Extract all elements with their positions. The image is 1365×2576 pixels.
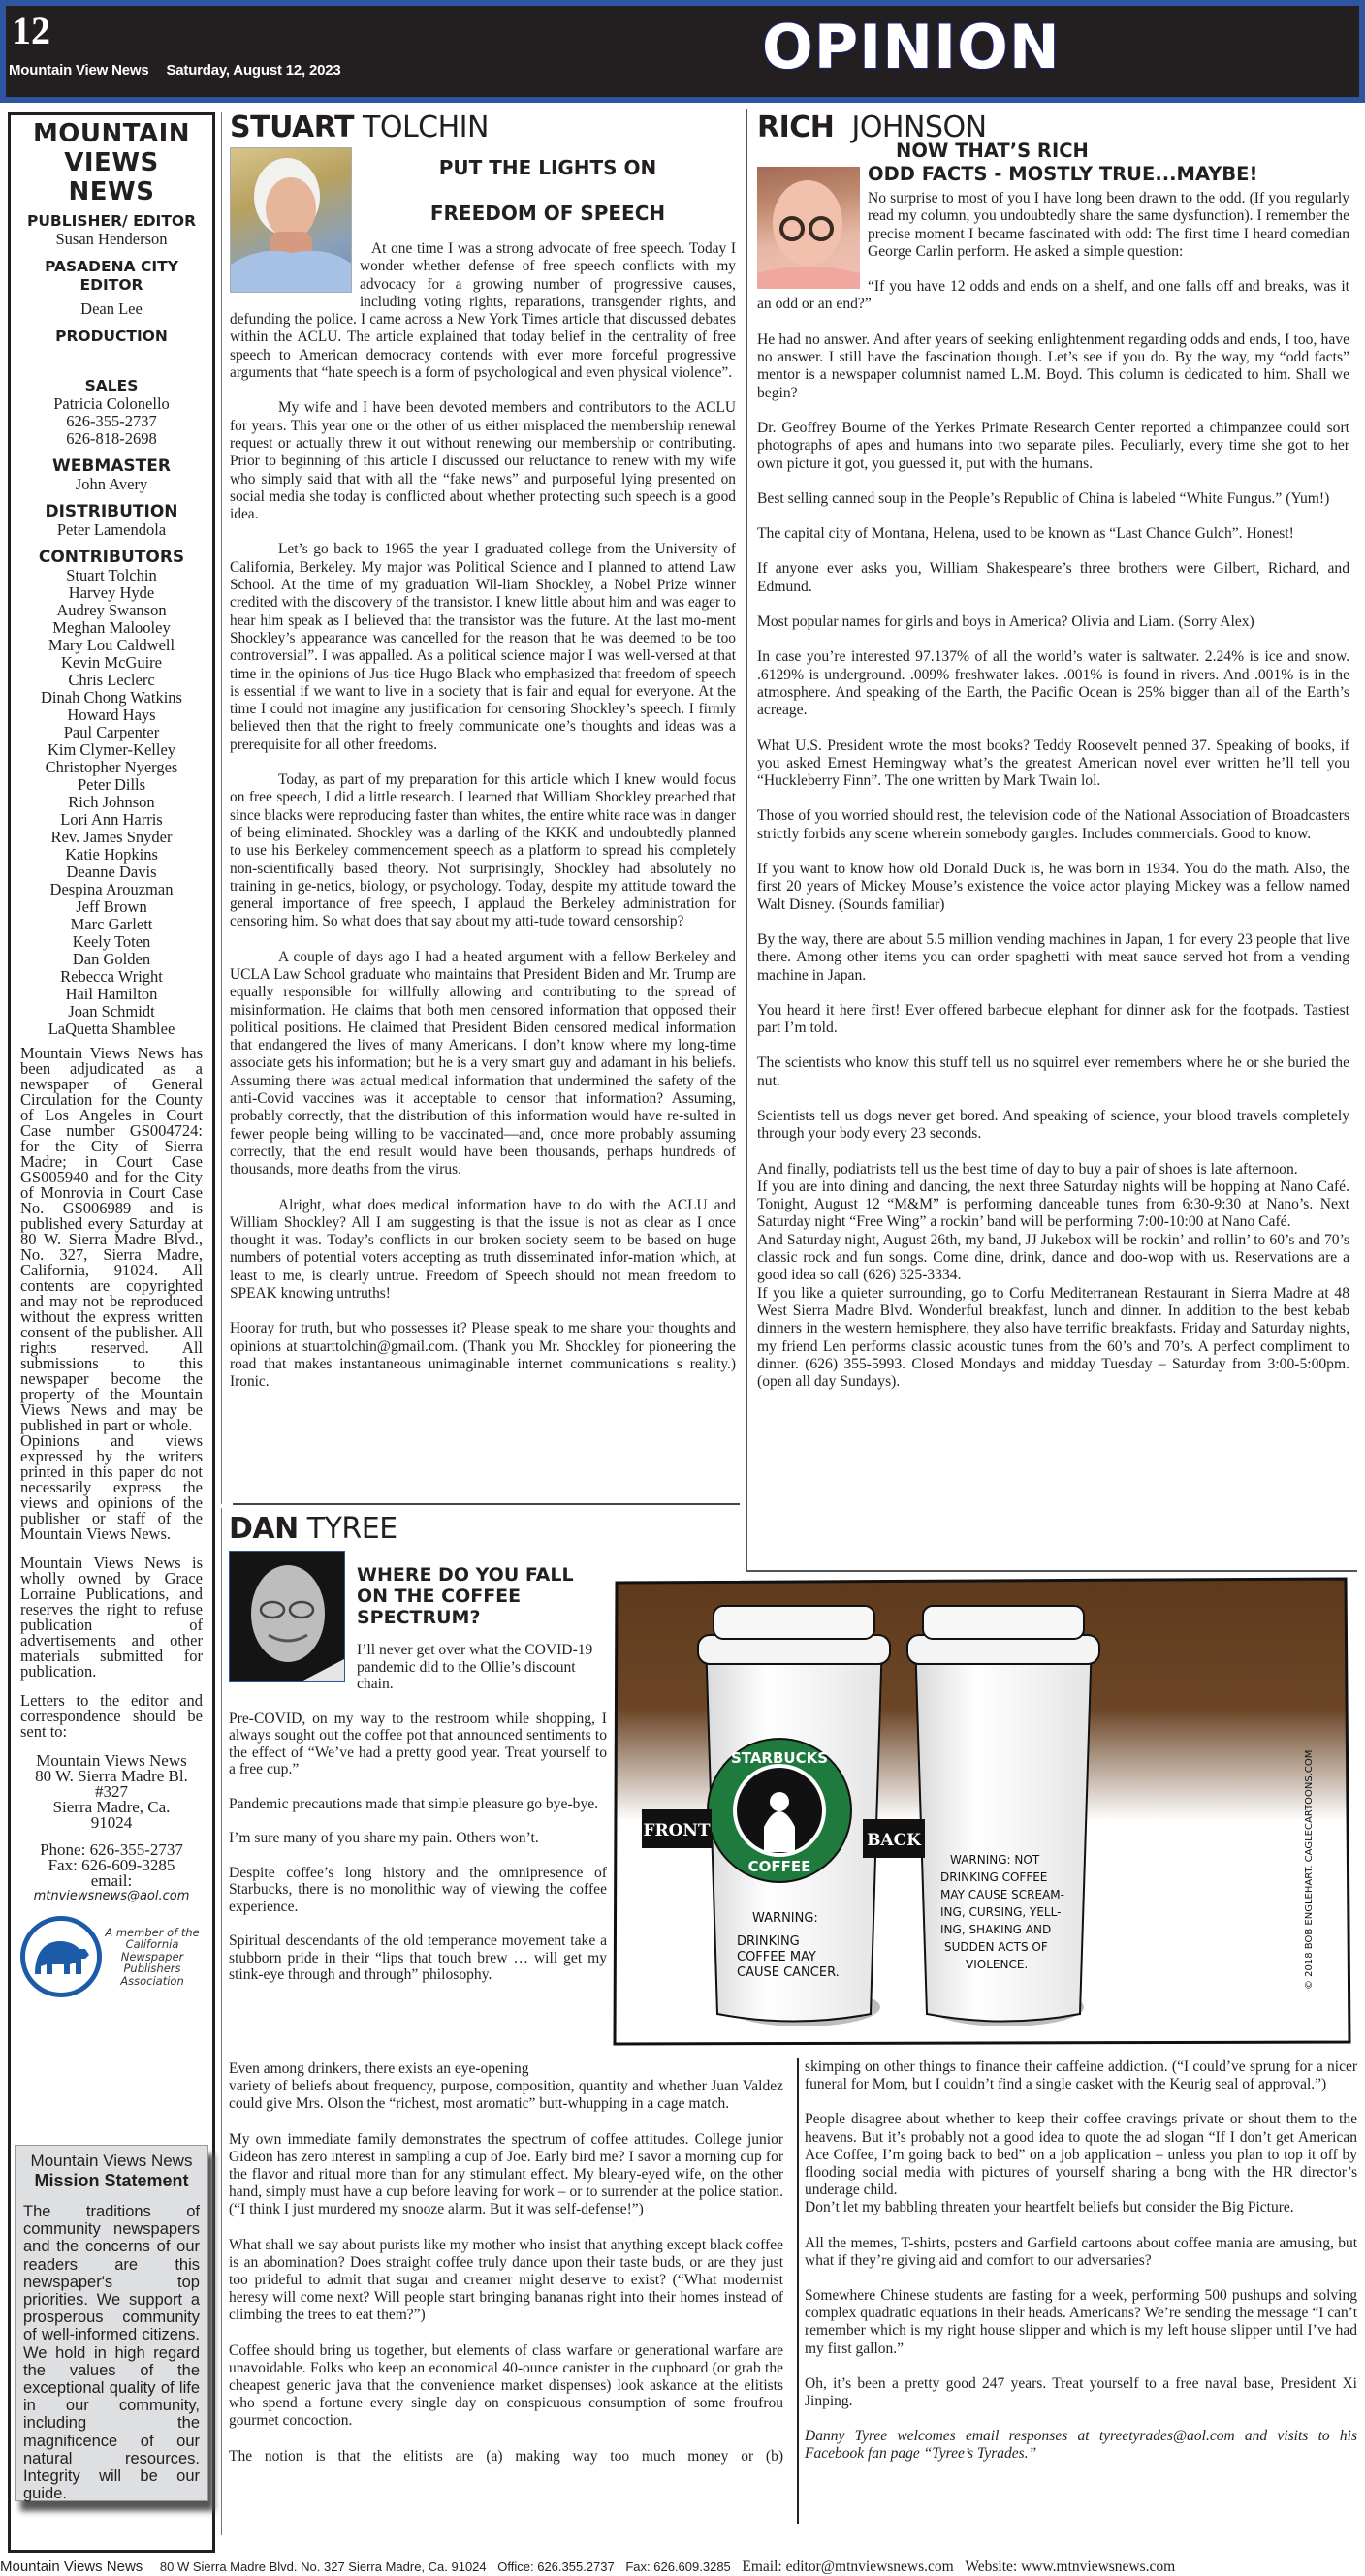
paragraph: Dr. Geoffrey Bourne of the Yerkes Primate Research Center reported a chimpanzee could sort photographs of apes and humans into two separate piles. Peculiarly, every time she got to her own picture it got, you guessed it, put with the humans. [757, 419, 1349, 472]
mission-statement [15, 2145, 208, 2501]
paragraph: variety of beliefs about frequency, purpose, composition, quantity and whether Juan Valdez could give Mrs. Olson the “richest, most aromatic” butt-whupping in a cage match. [229, 2078, 783, 2113]
contributor-name: Joan Schmidt [68, 1002, 155, 1021]
contributor-name: Rebecca Wright [60, 967, 163, 986]
email-label: email: [90, 1871, 133, 1890]
paragraph: Let’s go back to 1965 the year I graduated college from the University of California, Berkeley. My major was Political Science and I planned to attend Law School. At the time of my graduation Wil-liam Shockley, a Nobel Prize winner credited with the discovery of the transistor. I knew little about him and was eager to hear him speak as I believed that the transistor was the future. At the last mo-ment Shockley’s appearance was cancelled for the reason that he was deemed to be too controversial”. I was appalled. As a political science major I was well-versed at that time in the opinions of Jus-tice Hugo Black who emphasized that freedom of speech is essential if we want to live in a society that is fair and equal for everyone. At the time I could not imagine any justification for censoring Shockley’s speech. I firmly believed then that the right to freely communicate one’s thoughts and ideas was a prerequisite for all other freedoms. [230, 541, 736, 753]
paragraph: Today, as part of my preparation for this article which I knew would focus on free speech, I did a little research. I learned that William Shockley preached that since blacks were reproducing faster than whites, the entire white race was in danger of being eliminated. Shockley was a darling of the KKK and undoubtedly planned to use his Berkeley commencement speech as a platform to spread his completely non-scientifically based theory. Not surprisingly, Shockley had absolutely no training in ge-netics, biology, or psychology. Today, despite my attitude toward the general importance of free speech, I applaud the Berkeley administration for censoring him. So what does that say about my atti-tude toward censorship? [230, 771, 736, 930]
masthead-panel [6, 6, 1359, 97]
headline-line: ODD FACTS - MOSTLY TRUE...MAYBE! [868, 163, 1258, 185]
contributor-name: Dinah Chong Watkins [41, 688, 182, 707]
membership-text: A member of the California Newspaper Publishers Association [105, 1925, 200, 1988]
contributor-name: Katie Hopkins [65, 845, 158, 864]
phone: Phone: 626-355-2737 [40, 1840, 183, 1859]
paragraph-line: Even among drinkers, there exists an eye-opening [229, 2060, 529, 2077]
contributor-name: Hail Hamilton [65, 985, 158, 1003]
cartoon-credit-text: © 2018 BOB ENGLEHART. CAGLECARTOONS.COM [1304, 1749, 1315, 1990]
page-number: 12 [12, 9, 50, 52]
contributors-heading: CONTRIBUTORS [38, 548, 185, 567]
portrait-icon [757, 167, 860, 289]
letters-notice: Letters to the editor and correspondence should be sent to: [20, 1691, 203, 1741]
brand-line: NEWS [68, 177, 155, 206]
brand-line: VIEWS [64, 148, 159, 177]
contributor-name: Chris Leclerc [68, 671, 155, 689]
contributor-name: Harvey Hyde [68, 583, 155, 602]
logo-top-text: STARBUCKS [730, 1749, 829, 1767]
paragraph: No surprise to most of you I have long been drawn to the odd. (If you regularly read my column, you undoubtedly share the same dysfunction). I remember the precise moment I became fascinated with odd: The first time I heard comedian George Carlin perform. He asked a simple question: [868, 190, 1349, 260]
headline-line: FREEDOM OF SPEECH [429, 202, 666, 225]
contributor-name: Jeff Brown [76, 897, 147, 916]
paragraph: At one time I was a strong advocate of free speech. Today I wonder whether defense of free speech conflicts with my advocacy for a growing number of progressive causes, including voting rights, reparations, transgender rights, and defunding the police. I came across a New York Times article that discussed debates within the ACLU. The article explained that today belief in the centrality of free speech to American democracy contends with ever more forceful progressive arguments that “hate speech is a form of psychological and even physical violence”. [230, 240, 736, 382]
column-rule [221, 1508, 222, 2535]
paragraph: Somewhere Chinese students are fasting for a week, performing 500 pushups and solving complex quadratic equations in their heads. Americans? We’re sending the message “I can’t remember which is my right house slipper and which is my left house slipper until I’ve had my first gallon.” [805, 2287, 1357, 2357]
headline-line: PUT THE LIGHTS ON [438, 156, 657, 179]
footer-address: 80 W Sierra Madre Blvd. No. 327 Sierra Madre, Ca. 91024 [159, 2560, 487, 2574]
footer-brand: Mountain Views News [0, 2559, 143, 2575]
back-label-text: BACK [867, 1831, 921, 1850]
byline-last: TOLCHIN [363, 110, 489, 144]
section-divider [233, 1503, 740, 1505]
bw-6-text: VIOLENCE. [966, 1958, 1029, 1971]
contributor-name: Lori Ann Harris [60, 810, 163, 829]
address-line: 80 W. Sierra Madre Bl. [35, 1767, 188, 1785]
staff-name: Patricia Colonello [53, 394, 170, 413]
legal-notice: Mountain Views News has been adjudicated as a newspaper of General Circulation for the County of Los Angeles in Court Case number GS004724: for the City of Sierra Madre; in Court Case GS005940 and for the City of Monrovia in Court Case No. GS006989 and is published every Saturday at 80 W. Sierra Madre Blvd., No. 327, Sierra Madre, California, 91024. All contents are copyrighted and may not be reproduced without the express written consent of the publisher. All rights reserved. All submissions to this newspaper become the property of the Mountain Views News and may be published in part or whole. [20, 1044, 203, 1434]
bw-1-text: DRINKING COFFEE [940, 1870, 1048, 1884]
tyree-column-1 [229, 2060, 783, 2483]
contributor-name: LaQuetta Shamblee [48, 1020, 175, 1038]
address-line: Sierra Madre, Ca. [52, 1798, 171, 1816]
bw-5-text: SUDDEN ACTS OF [944, 1940, 1048, 1954]
contributor-name: Christopher Nyerges [45, 758, 178, 776]
bw-4-text: ING, SHAKING AND [940, 1923, 1052, 1936]
byline-last: JOHNSON [851, 110, 987, 144]
contact-info [20, 1842, 203, 1904]
bw-2-text: MAY CAUSE SCREAM- [940, 1888, 1064, 1901]
byline [229, 1514, 607, 1545]
email-link[interactable]: mtnviewsnews@aol.com [33, 1889, 190, 1903]
contributors-list [20, 567, 203, 1038]
author-signoff: Danny Tyree welcomes email responses at tyreetyrades@aol.com and visits to his Facebook fan page “Tyree’s Tyrades.” [805, 2428, 1357, 2463]
role-heading: SALES [84, 377, 139, 394]
paragraph: Pre-COVID, on my way to the restroom while shopping, I always sought out the coffee pot that announced sentiments to the effect of “We’ve had a pretty good year. Treat yourself to a free cup.” [229, 1710, 607, 1777]
staff-phone: 626-355-2737 [66, 412, 157, 430]
paragraph: You heard it here first! Ever offered barbecue elephant for dinner ask for the footpads. Tastiest part I’m told. [757, 1001, 1349, 1037]
article-body [230, 240, 736, 1392]
byline-first: STUART [230, 110, 354, 144]
tyree-column-2 [797, 2058, 1357, 2524]
address-line: Mountain Views News [36, 1751, 187, 1770]
paragraph: The capital city of Montana, Helena, used to be known as “Last Chance Gulch”. Honest! [757, 525, 1294, 543]
paragraph: And finally, podiatrists tell us the best time of day to buy a pair of shoes is late afternoon. [757, 1160, 1298, 1178]
paragraph: Those of you worried should rest, the television code of the National Association of Broadcasters strictly forbids any scene wherein somebody gargles. Includes commercials. Good to know. [757, 807, 1349, 842]
headline: WHERE DO YOU FALL ON THE COFFEE SPECTRUM? [357, 1564, 574, 1628]
bw-0-text: WARNING: NOT [950, 1853, 1040, 1867]
fax: Fax: 626-609-3285 [48, 1856, 175, 1874]
paragraph: If you are into dining and dancing, the next three Saturday nights will be hopping at Nano Café. Tonight, August 12 “M&M” is performing danceable tunes from 6:30-9:30 at Nano’s. Next Saturday night “Free Wing” a rockin’ band will be performing 7:00-10:00 at Nano Café. [757, 1178, 1349, 1231]
logo-bottom-text: COFFEE [747, 1858, 811, 1875]
paragraph: My wife and I have been devoted members and contributors to the ACLU for years. This year one or the other of us either misplaced the membership renewal request or actually threw it out without renewing our membership or contributing. Prior to beginning of this article I discussed our reluctance to renew with my wife who simply said that with all the “fake news” and purposeful lying presented on social media she today is conflicted about whether protecting such speech is a good idea. [230, 399, 736, 523]
address-line: 91024 [90, 1813, 133, 1832]
staff-name: John Avery [75, 475, 148, 493]
staff-name: Susan Henderson [55, 230, 168, 248]
byline [230, 112, 736, 143]
article-body [229, 2060, 783, 2466]
paragraph: Hooray for truth, but who possesses it? Please speak to me share your thoughts and opinions at stuarttolchin@gmail.com. (Thank you Mr. Shockley for pioneering the road that makes instantaneous unimaginable internet communications s reality.) Ironic. [230, 1320, 736, 1391]
paragraph: “If you have 12 odds and ends on a shelf, and one falls off and breaks, was it an odd or an end?” [757, 278, 1349, 313]
paragraph: If you want to know how old Donald Duck is, he was born in 1934. You do the math. Also, the first 20 years of Mickey Mouse’s existence the voice actor playing Mickey was a fellow named Walt Disney. (Sounds familiar) [757, 861, 1349, 913]
paragraph: In case you’re interested 97.137% of all the world’s water is saltwater. 2.24% is ice and snow. .6129% is underground. .009% freshwater lakes. .001% is found in rivers. And .001% is in the atmosphere. And speaking of the Earth, the Pacific Ocean is 25% bigger than all of the Earth’s acreage. [757, 648, 1349, 719]
paragraph: Coffee should bring us together, but elements of class warfare or generational warfare are unavoidable. Folks who keep an economical 40-ounce canister in the cupboard (or grab the cheapest generic java that the convenience market dispenses) look askance at the elitists who spend a fortune every single day on conspicuous consumption of some froufrou gourmet concoction. [229, 2341, 783, 2430]
article-tolchin [221, 112, 742, 1504]
contributor-name: Kevin McGuire [60, 653, 162, 672]
byline-first: DAN [229, 1512, 299, 1546]
footer-office-phone: Office: 626.355.2737 [497, 2560, 615, 2574]
article-body [805, 2058, 1357, 2464]
bear-logo-icon [20, 1916, 102, 1997]
paragraph: skimping on other things to finance their caffeine addiction. (“I could’ve sprung for a nicer funeral for Mom, but I couldn’t find a single casket with the Keurig seal of approval.”) [805, 2058, 1357, 2093]
paragraph: A couple of days ago I had a heated argument with a fellow Berkeley and UCLA Law School graduate who maintains that President Biden and Mr. Trump are equally responsible for willfully allowing and contributing to the spread of misinformation. He claims that both men censored information that opposed their political positions. He claimed that President Biden censored medical information that endangered the lives of many Americans. I don’t know where my long-time associate gets his information; but he is a very smart guy and adamant in his beliefs. Assuming there was actual medical information that undermined the safety of the anti-Covid vaccines was it acceptable to censor that information? Assuming, probably correctly, that the distribution of this information would have re-sulted in fewer people being willing to be vaccinated—and, once more probably assuming correctly, that the end result would have been thousands, perhaps hundreds of thousands, more deaths from the virus. [230, 948, 736, 1178]
author-photo [757, 167, 860, 289]
page-footer [0, 2559, 1365, 2576]
article-johnson [746, 109, 1357, 1572]
coffee-cup-cartoon-icon [609, 1573, 1357, 2048]
cnpa-membership [20, 1916, 203, 1997]
paragraph: What shall we say about purists like my mother who insist that anything except black coffee is an abomination? Does straight coffee truly dance upon their taste buds, or are they just too prideful to admit that sugar and creamer might deserve to exist? (“What modernist heresy will come next? Will people start bringing bananas right into their homes instead of climbing the trees to eat them?”) [229, 2236, 783, 2324]
article-body [229, 1642, 607, 1984]
mailing-address [20, 1753, 203, 1831]
article-tyree [229, 1514, 607, 2001]
paragraph: Spiritual descendants of the old temperance movement take a stubborn pride in their “lips that touch brew … will get my stink-eye through and through” philosophy. [229, 1932, 607, 1983]
paragraph: Despite coffee’s long history and the omnipresence of Starbucks, there is no monolithic way of viewing the coffee experience. [229, 1864, 607, 1915]
contributor-name: Paul Carpenter [63, 723, 160, 741]
contributor-name: Kim Clymer-Kelley [47, 740, 176, 759]
author-photo [229, 1551, 345, 1682]
brand-line: MOUNTAIN [32, 119, 191, 148]
footer-email[interactable]: Email: editor@mtnviewsnews.com [742, 2559, 954, 2575]
byline-first: RICH [757, 110, 835, 144]
mission-title-line: Mountain Views News [30, 2152, 193, 2170]
ownership-notice: Mountain Views News is wholly owned by Grace Lorraine Publications, and reserves the right to refuse publication of advertisements and other materials submitted for publication. [20, 1554, 203, 1681]
paragraph: Alright, what does medical information have to do with the ACLU and William Shockley? All I am suggesting is that the issue is not as clear as I once thought it was. Today’s conflicts in our broken society seem to be based on huge numbers of potential voters accepting as truth disseminated infor-mation which, at least to me, is clearly untrue. Freedom of Speech should not mean freedom to SPEAK knowing untruths! [230, 1196, 736, 1303]
masthead [0, 0, 1365, 103]
contributor-name: Rich Johnson [68, 793, 155, 811]
mission-title [23, 2152, 200, 2191]
role-heading: WEBMASTER [52, 456, 171, 476]
paragraph: I’m sure many of you share my pain. Others won’t. [229, 1830, 539, 1846]
paper-name: Mountain View News [9, 62, 149, 79]
article-body [757, 190, 1349, 1391]
paragraph: My own immediate family demonstrates the spectrum of coffee attitudes. College junior Gideon has zero interest in sampling a cup of Joe. Early bird me? I savor a morning cup for the flavor and ritual more than for any stimulant effect. My bleary-eyed wife, on the other hand, simply must have a cup before leaving for work – or to surrender at the police station. (“I think I just murdered my snooze alarm. But it was self-defense!”) [229, 2130, 783, 2218]
paragraph: Oh, it’s been a pretty good 247 years. Treat yourself to a free naval base, President Xi Jinping. [805, 2374, 1357, 2410]
contributor-name: Rev. James Snyder [50, 828, 173, 846]
contributor-name: Deanne Davis [66, 863, 157, 881]
mission-body: The traditions of community newspapers and the concerns of our readers are this newspaper's top priorities. We support a prosperous community of well-informed citizens. We hold in high regard the values of the exceptional quality of life in our community, including the magnificence of our natural resources. Integrity will be our guide. [23, 2203, 200, 2503]
contributor-name: Marc Garlett [70, 915, 153, 933]
editorial-cartoon [609, 1573, 1357, 2048]
portrait-icon [230, 1552, 345, 1682]
author-photo [230, 147, 352, 293]
paragraph: Best selling canned soup in the People’s Republic of China is labeled “White Fungus.” (Yum!) [757, 489, 1330, 507]
role-heading: PRODUCTION [55, 328, 168, 345]
role-heading: PASADENA CITY EDITOR [45, 258, 178, 294]
paragraph: By the way, there are about 5.5 million vending machines in Japan, 1 for every 23 people that live there. Among other items you can order spaghetti with meat sauce served hot from a vending machine in Japan. [757, 930, 1349, 984]
paragraph: I’ll never get over what the COVID-19 pandemic did to the Ollie’s discount chain. [357, 1642, 593, 1692]
sidebar-brand [20, 119, 203, 206]
footer-fax: Fax: 626.609.3285 [625, 2560, 731, 2574]
role-heading: DISTRIBUTION [45, 502, 178, 521]
masthead-meta [9, 62, 341, 79]
issue-date: Saturday, August 12, 2023 [166, 62, 341, 79]
contributor-name: Audrey Swanson [56, 601, 167, 619]
paragraph: Most popular names for girls and boys in America? Olivia and Liam. (Sorry Alex) [757, 613, 1254, 631]
bw-3-text: ING, CURSING, YELL- [940, 1905, 1062, 1919]
portrait-icon [231, 148, 352, 293]
paragraph: People disagree about whether to keep their coffee cravings private or shout them to the heavens. But it’s probably not a good idea to quote the ad slogan “If I don’t get American Ace Coffee, I’m going back to bed” on a job application – unless you plan to top it off by flooding social media with pictures of yourself sharing a bong with the HR director’s underage child. [805, 2111, 1357, 2199]
byline-last: TYREE [306, 1512, 397, 1546]
paragraph: The scientists who know this stuff tell us no squirrel ever remembers where he or she buried the nut. [757, 1054, 1349, 1089]
staff-name: Peter Lamendola [56, 520, 167, 539]
paragraph: All the memes, T-shirts, posters and Garfield cartoons about coffee mania are amusing, but what if they’re giving aid and comfort to our adversaries? [805, 2234, 1357, 2269]
contributor-name: Stuart Tolchin [66, 566, 157, 584]
paragraph: Don’t let my babbling threaten your heartfelt beliefs but consider the Big Picture. [805, 2199, 1294, 2216]
fw-title-text: WARNING: [752, 1911, 818, 1926]
staff-name: Dean Lee [80, 299, 143, 318]
paragraph: The notion is that the elitists are (a) making way too much money or (b) [229, 2447, 783, 2465]
contributor-name: Keely Toten [72, 932, 151, 951]
contributor-name: Despina Arouzman [49, 880, 174, 898]
footer-website[interactable]: Website: www.mtnviewsnews.com [965, 2559, 1176, 2575]
fw-1-text: DRINKING [737, 1934, 800, 1949]
role-heading: PUBLISHER/ EDITOR [26, 212, 197, 230]
contributor-name: Howard Hays [67, 706, 156, 724]
address-line: #327 [95, 1782, 128, 1801]
staff-sidebar [8, 112, 215, 2553]
contributor-name: Peter Dills [77, 775, 146, 794]
paragraph: He had no answer. And after years of seeking enlightenment regarding odds and ends, I too, have no answer. I still have the fascination though. Let’s see if you do. By the way, my “odd facts” mentor is a newspaper columnist named L.M. Boyd. This column is dedicated to him. Shall we begin? [757, 330, 1349, 401]
mission-title-bold: Mission Statement [34, 2171, 189, 2190]
contributor-name: Dan Golden [72, 950, 151, 968]
contributor-name: Mary Lou Caldwell [48, 636, 175, 654]
paragraph: If anyone ever asks you, William Shakespeare’s three brothers were Gilbert, Richard, and Edmund. [757, 560, 1349, 595]
paragraph: Pandemic precautions made that simple pleasure go bye-bye. [229, 1795, 599, 1812]
front-label-text: FRONT [643, 1821, 711, 1840]
fw-2-text: COFFEE MAY [737, 1950, 816, 1964]
contributor-name: Meghan Malooley [52, 618, 171, 637]
paragraph: If you like a quieter surrounding, go to Corfu Mediterranean Restaurant in Sierra Madre at 48 West Sierra Madre Blvd. Wonderful breakfast, lunch and dinner. In addition to the best kebab dinners in the western hemisphere, they also have terrific breakfasts. Friday and Saturday nights, my friend Len performs classic acoustic tunes from the 60’s and 70’s. A perfect compliment to dinner. (626) 355-5993. Closed Mondays and midday Tuesday – Saturday from 3:00-5:00pm. (open all day Sundays). [757, 1284, 1349, 1391]
fw-3-text: CAUSE CANCER. [737, 1965, 840, 1980]
headline-line: NOW THAT’S RICH [896, 140, 1089, 162]
paragraph: What U.S. President wrote the most books? Teddy Roosevelt penned 37. Speaking of books, if you asked Ernest Hemingway what’s the greatest American novel ever written he’ll tell you “Huckleberry Finn”. The one written by Mark Twain lol. [757, 737, 1349, 790]
opinions-notice: Opinions and views expressed by the writers printed in this paper do not necessarily express the views and opinions of the publisher or staff of the Mountain Views News. [20, 1431, 203, 1543]
section-title: OPINION [762, 12, 1061, 82]
staff-phone: 626-818-2698 [66, 429, 157, 448]
paragraph: Scientists tell us dogs never get bored. And speaking of science, your blood travels completely through your body every 23 seconds. [757, 1107, 1349, 1143]
paragraph: And Saturday night, August 26th, my band, JJ Jukebox will be rockin’ and rollin’ to 60’s and 70’s classic rock and fun songs. Come dine, drink, dance and doo-wop with us. Reservations are a good idea so call (626) 325-3334. [757, 1231, 1349, 1284]
